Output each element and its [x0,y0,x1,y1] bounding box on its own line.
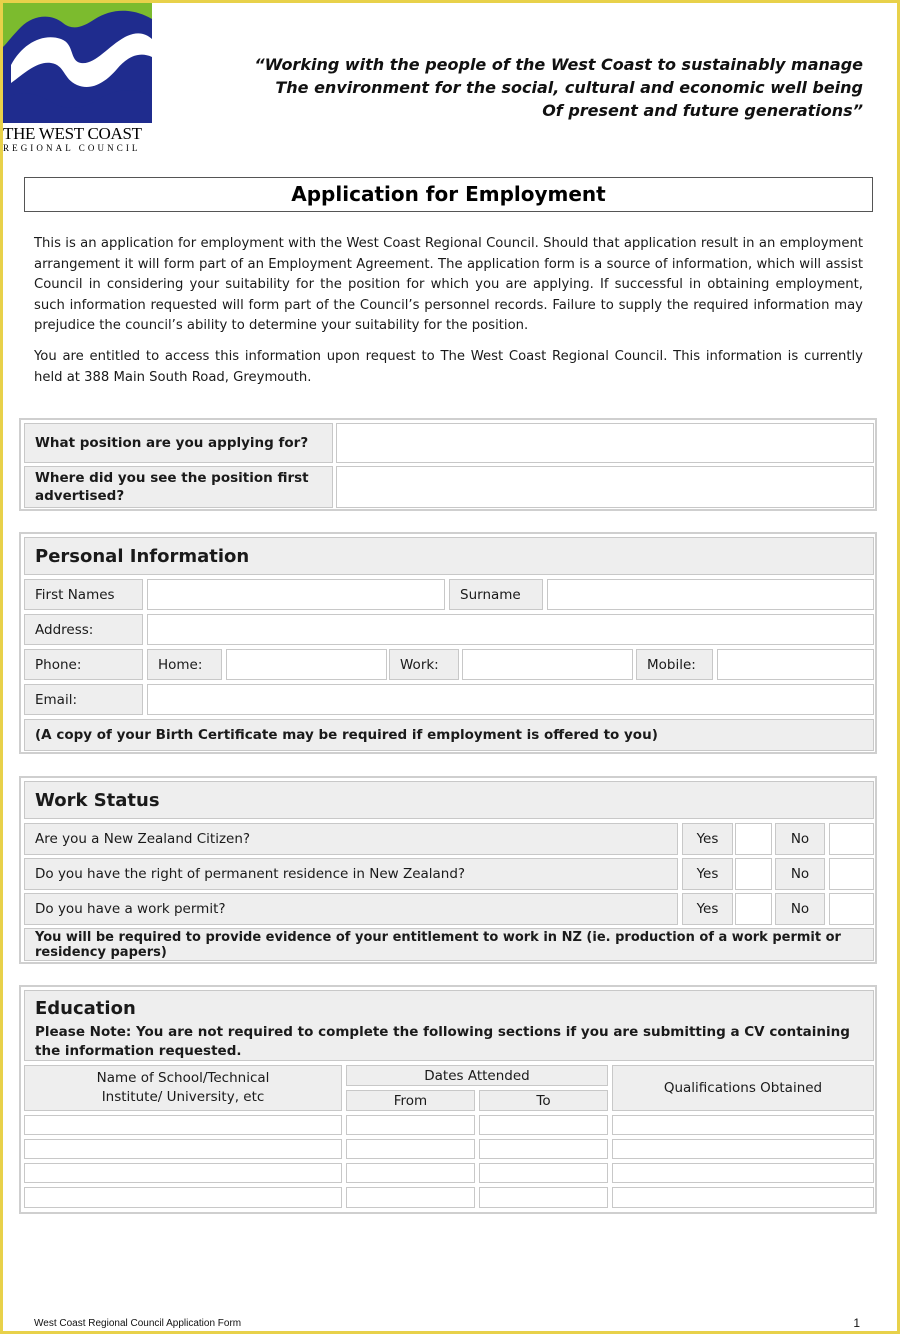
page-number: 1 [853,1316,860,1330]
email-label: Email: [24,684,143,715]
motto-line-2: The environment for the social, cultural and economic well being [275,78,863,97]
citizen-no-label: No [775,823,825,855]
to-field[interactable] [479,1163,608,1183]
citizen-yes-box[interactable] [735,823,772,855]
birth-certificate-note: (A copy of your Birth Certificate may be required if employment is offered to you) [24,719,874,751]
residence-yes-label: Yes [682,858,733,890]
email-field[interactable] [147,684,874,715]
council-logo [3,3,153,155]
work-permit-question: Do you have a work permit? [24,893,678,925]
school-field[interactable] [24,1187,342,1208]
residence-question: Do you have the right of permanent residence in New Zealand? [24,858,678,890]
dates-attended-header: Dates Attended [346,1065,608,1086]
work-permit-no-box[interactable] [829,893,874,925]
education-section [19,985,877,1214]
education-heading: Education [35,998,136,1019]
intro-paragraph-1: This is an application for employment with the West Coast Regional Council. Should that application result in an employment arrangement it will form part of an Employment Agreement. The application form is a source of information, which will assist Council in considering your suitability for the position for which you are applying. If successful in obtaining employment, such information requested will form part of the Council’s personnel records. Failure to supply the required information may prejudice the council’s ability to determine your suitability for the position. [34,236,863,334]
home-phone-field[interactable] [226,649,387,680]
qualifications-field[interactable] [612,1115,874,1135]
entitlement-note: You will be required to provide evidence of your entitlement to work in NZ (ie. production of a work permit or residency papers) [24,928,874,961]
citizen-no-box[interactable] [829,823,874,855]
address-label: Address: [24,614,143,645]
from-field[interactable] [346,1115,475,1135]
mobile-phone-label: Mobile: [636,649,713,680]
footer-text: West Coast Regional Council Application Form [34,1318,242,1329]
residence-no-label: No [775,858,825,890]
personal-info-heading: Personal Information [24,537,874,575]
advertised-question-label: Where did you see the position first advertised? [24,466,333,508]
position-question-label: What position are you applying for? [24,423,333,463]
work-permit-yes-box[interactable] [735,893,772,925]
work-status-section [19,776,877,964]
form-title: Application for Employment [24,177,873,212]
surname-field[interactable] [547,579,874,610]
from-field[interactable] [346,1139,475,1159]
work-permit-yes-label: Yes [682,893,733,925]
qualifications-field[interactable] [612,1187,874,1208]
intro-paragraph-2: You are entitled to access this information upon request to The West Coast Regional Council. This information is currently held at 388 Main South Road, Greymouth. [34,349,863,385]
personal-info-section [19,532,877,754]
to-field[interactable] [479,1139,608,1159]
logo-graphic [3,3,152,123]
advertised-field[interactable] [336,466,874,508]
home-phone-label: Home: [147,649,222,680]
position-field[interactable] [336,423,874,463]
logo-name: THE WEST COAST [3,124,142,143]
school-field[interactable] [24,1115,342,1135]
work-phone-field[interactable] [462,649,633,680]
school-column-header: Name of School/Technical Institute/ University, etc [24,1065,342,1111]
surname-label: Surname [449,579,543,610]
education-note: Please Note: You are not required to complete the following sections if you are submitting a CV containing the information requested. [35,1024,850,1059]
first-names-field[interactable] [147,579,445,610]
motto-line-1: “Working with the people of the West Coast to sustainably manage [254,55,863,74]
logo-subtitle: REGIONAL COUNCIL [3,143,141,153]
school-field[interactable] [24,1139,342,1159]
work-status-heading: Work Status [24,781,874,819]
education-header [24,990,874,1061]
from-field[interactable] [346,1163,475,1183]
from-field[interactable] [346,1187,475,1208]
residence-no-box[interactable] [829,858,874,890]
first-names-label: First Names [24,579,143,610]
to-column-header: To [479,1090,608,1111]
motto-line-3: Of present and future generations” [542,101,863,120]
council-motto [254,53,863,122]
citizen-question: Are you a New Zealand Citizen? [24,823,678,855]
to-field[interactable] [479,1187,608,1208]
to-field[interactable] [479,1115,608,1135]
school-field[interactable] [24,1163,342,1183]
address-field[interactable] [147,614,874,645]
qualifications-field[interactable] [612,1163,874,1183]
mobile-phone-field[interactable] [717,649,874,680]
residence-yes-box[interactable] [735,858,772,890]
citizen-yes-label: Yes [682,823,733,855]
phone-label: Phone: [24,649,143,680]
position-section [19,418,877,511]
qualifications-field[interactable] [612,1139,874,1159]
work-permit-no-label: No [775,893,825,925]
qualifications-column-header: Qualifications Obtained [612,1065,874,1111]
work-phone-label: Work: [389,649,459,680]
from-column-header: From [346,1090,475,1111]
